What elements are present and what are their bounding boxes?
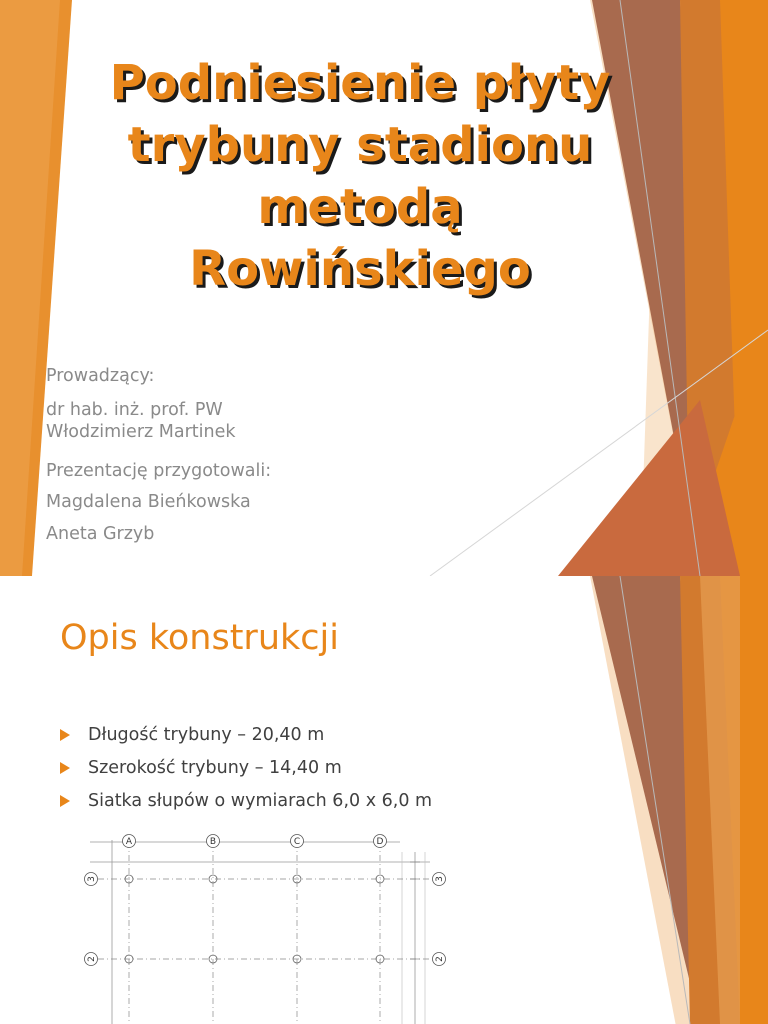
- bullet-arrow-icon: [60, 795, 70, 807]
- title-line-4: Rowińskiego: [189, 241, 531, 297]
- slide-title: Opis konstrukcji: [60, 618, 339, 658]
- bullet-text: Siatka słupów o wymiarach 6,0 x 6,0 m: [88, 791, 433, 811]
- author-2: Aneta Grzyb: [46, 524, 155, 544]
- bullet-text: Szerokość trybuny – 14,40 m: [88, 758, 342, 778]
- title-line-3: metodą: [257, 179, 463, 235]
- title-line-2: trybuny stadionu: [127, 117, 593, 173]
- bullet-list: [60, 724, 432, 823]
- axis-label-c: C: [293, 837, 301, 847]
- list-item: [60, 757, 432, 790]
- title-line-1: Podniesienie płyty: [109, 55, 611, 111]
- axis-label-b: B: [209, 837, 217, 847]
- axis-label-2-right: 2: [435, 956, 445, 962]
- presentation-title: [40, 52, 680, 300]
- list-item: [60, 790, 432, 823]
- axis-label-2-left: 2: [87, 956, 97, 962]
- axis-label-a: A: [125, 837, 133, 847]
- prepared-label: Prezentację przygotowali:: [46, 461, 272, 481]
- column-grid-plan: [70, 832, 470, 1024]
- bullet-text: Długość trybuny – 20,40 m: [88, 725, 325, 745]
- supervisor-label: Prowadzący:: [46, 366, 155, 386]
- bullet-arrow-icon: [60, 729, 70, 741]
- bullet-arrow-icon: [60, 762, 70, 774]
- supervisor-fullname: Włodzimierz Martinek: [46, 422, 236, 442]
- author-1: Magdalena Bieńkowska: [46, 492, 251, 512]
- list-item: [60, 724, 432, 757]
- axis-label-3-left: 3: [87, 876, 97, 882]
- supervisor-name: [46, 399, 236, 443]
- axis-label-3-right: 3: [435, 876, 445, 882]
- content-slide: [0, 576, 768, 1024]
- axis-label-d: D: [376, 837, 384, 847]
- supervisor-title: dr hab. inż. prof. PW: [46, 400, 223, 420]
